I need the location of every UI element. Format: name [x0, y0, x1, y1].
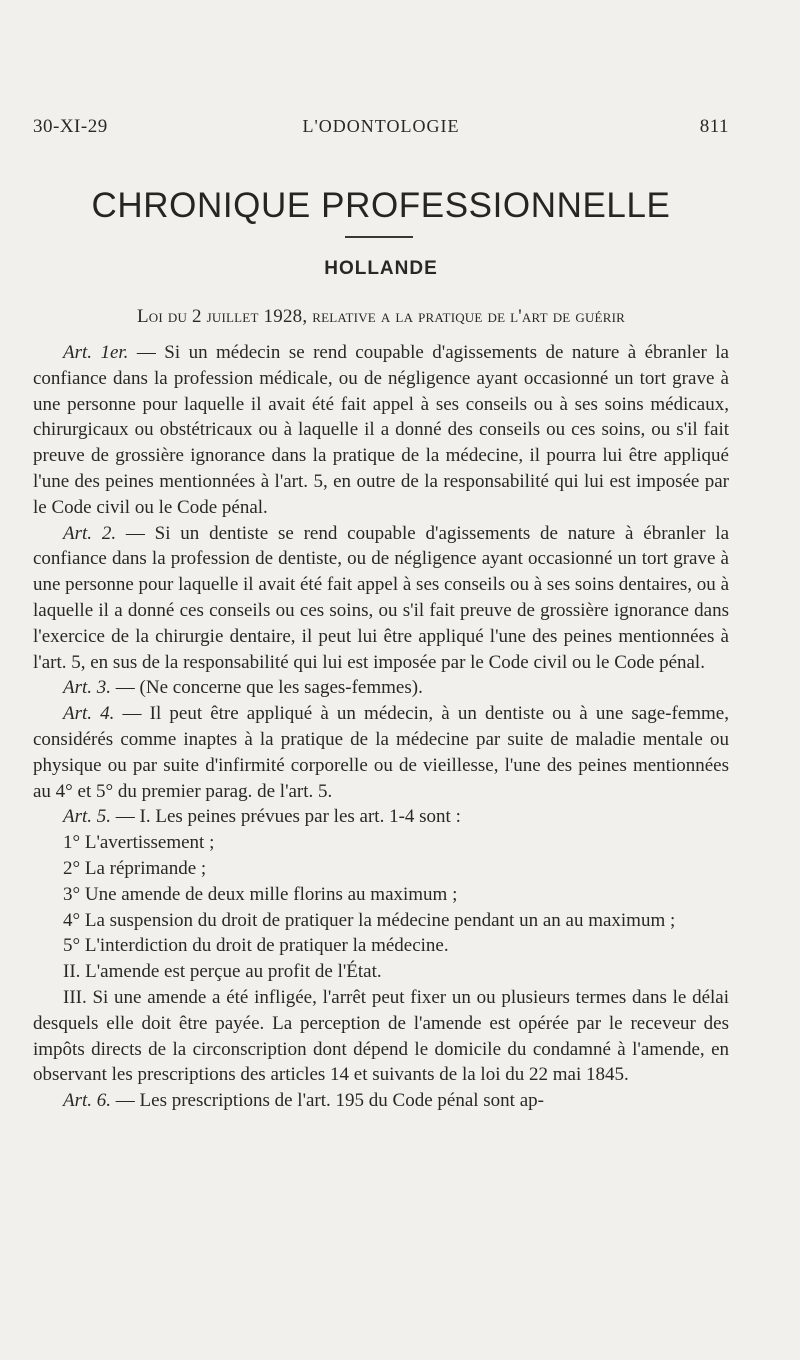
- paragraph-text: — I. Les peines prévues par les art. 1-4 sont :: [111, 806, 461, 828]
- issue-date: 30-XI-29: [33, 116, 108, 137]
- paragraph: [33, 804, 729, 830]
- list-item: [33, 830, 729, 856]
- paragraph-text: III. Si une amende a été infligée, l'arrêt peut fixer un ou plusieurs termes dans le délai desquels elle doit être payée. La perception de l'amende est opérée par le receveur des impôts directs de la circonscription dont dépend le domicile du condamné à l'amende, en observant les prescriptions des articles 14 et suivants de la loi du 22 mai 1845.: [33, 986, 729, 1086]
- law-title: Loi du 2 juillet 1928, relative a la pratique de l'art de guérir: [137, 306, 625, 327]
- paragraph-text: 1° L'avertissement ;: [63, 832, 215, 854]
- paragraph-text: II. L'amende est perçue au profit de l'État.: [63, 961, 382, 983]
- paragraph: [33, 340, 729, 521]
- paragraph-text: 5° L'interdiction du droit de pratiquer la médecine.: [63, 935, 449, 957]
- list-item: [33, 908, 729, 934]
- paragraph: [33, 959, 729, 985]
- section-title: HOLLANDE: [324, 258, 438, 279]
- article-body: [33, 340, 729, 1114]
- paragraph: [33, 701, 729, 804]
- page-number: 811: [699, 116, 729, 137]
- paragraph-text: 2° La réprimande ;: [63, 857, 207, 879]
- paragraph: [33, 1088, 729, 1114]
- article-label: Art. 4.: [63, 703, 115, 725]
- article-label: Art. 6.: [63, 1090, 112, 1112]
- chapter-title: CHRONIQUE PROFESSIONNELLE: [91, 186, 671, 225]
- paragraph-text: 3° Une amende de deux mille florins au maximum ;: [63, 883, 458, 905]
- paragraph: [33, 521, 729, 676]
- list-item: [33, 882, 729, 908]
- running-header: [33, 116, 729, 146]
- article-label: Art. 2.: [63, 522, 117, 544]
- article-label: Art. 5.: [63, 806, 112, 828]
- article-label: Art. 3.: [63, 677, 112, 699]
- paragraph-text: — Il peut être appliqué à un médecin, à un dentiste ou à une sage-femme, considérés comme inaptes à la pratique de la médecine par suite de maladie mentale ou physique ou par suite d'infirmité corporelle ou de vieillesse, l'une des peines mentionnées au 4° et 5° du premier parag. de l'art. 5.: [33, 703, 729, 802]
- paragraph: [33, 675, 729, 701]
- journal-title: L'ODONTOLOGIE: [302, 116, 460, 136]
- title-divider: [345, 236, 413, 238]
- paragraph-text: — (Ne concerne que les sages-femmes).: [111, 677, 423, 699]
- paragraph-text: — Si un dentiste se rend coupable d'agissements de nature à ébranler la confiance dans la profession de dentiste, ou de négligence ayant occasionné un tort grave à une personne pour laquelle il avait été fait appel à ses conseils ou à ses soins dentaires, ou à laquelle il a donné ces conseils ou ces soins, ou s'il fait preuve de grossière ignorance dans l'exercice de la chirurgie dentaire, il peut lui être appliqué l'une des peines mentionnées à l'art. 5, en sus de la responsabilité qui lui est imposée par le Code civil ou le Code pénal.: [33, 522, 729, 673]
- paragraph: [33, 985, 729, 1088]
- paragraph-text: — Les prescriptions de l'art. 195 du Code pénal sont ap-: [111, 1090, 544, 1112]
- list-item: [33, 856, 729, 882]
- article-label: Art. 1er.: [63, 342, 129, 363]
- paragraph-text: — Si un médecin se rend coupable d'agissements de nature à ébranler la confiance dans la profession médicale, ou de négligence ayant occasionné un tort grave à une personne pour laquelle il avait été fait appel à ses conseils ou à ses soins médicaux, chirurgicaux ou obstétricaux ou à laquelle il a donné des conseils ou ces soins, ou s'il fait preuve de grossière ignorance dans la pratique de la médecine, il pourra lui être appliqué l'une des peines mentionnées à l'art. 5, en outre de la responsabilité qui lui est imposée par le Code civil ou le Code pénal.: [33, 342, 729, 518]
- list-item: [33, 933, 729, 959]
- paragraph-text: 4° La suspension du droit de pratiquer la médecine pendant un an au maximum ;: [63, 909, 676, 931]
